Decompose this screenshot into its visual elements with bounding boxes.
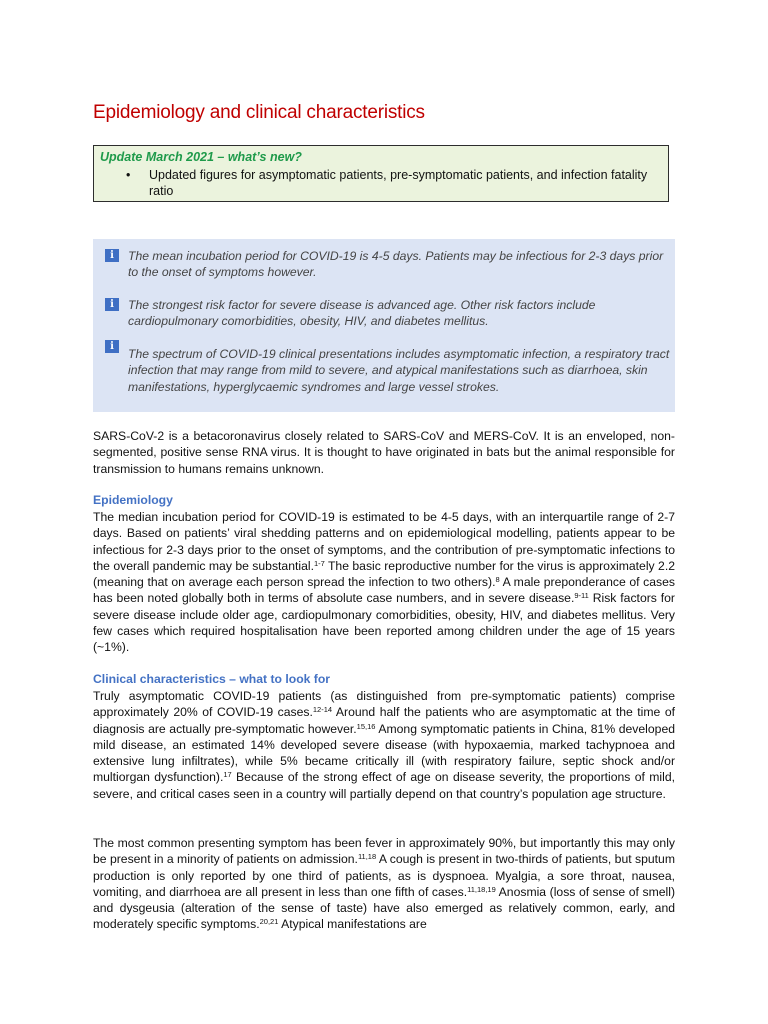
key-point xyxy=(110,297,673,330)
bullet-icon: • xyxy=(126,168,131,182)
key-point-text: The strongest risk factor for severe disease is advanced age. Other risk factors include cardiopulmonary comorbidities, obesity, HIV, and diabetes mellitus. xyxy=(128,298,596,329)
citation: 11,18,19 xyxy=(467,884,496,894)
citation: 20,21 xyxy=(259,917,279,927)
key-points-box xyxy=(93,239,675,412)
update-box xyxy=(93,145,669,202)
info-icon: i xyxy=(105,340,119,353)
section-heading-epidemiology: Epidemiology xyxy=(93,493,173,507)
update-item: Updated figures for asymptomatic patients, pre-symptomatic patients, and infection fatality ratio xyxy=(149,168,648,198)
page-title: Epidemiology and clinical characteristics xyxy=(93,102,425,123)
key-point-text: The spectrum of COVID-19 clinical presentations includes asymptomatic infection, a respiratory tract infection that may range from mild to severe, and atypical manifestations such as diarrhoea, skin manifestations, hyperglycaemic syndromes and large vessel strokes. xyxy=(128,347,670,394)
citation: 15,16 xyxy=(356,721,376,731)
update-title: Update March 2021 – what’s new? xyxy=(100,150,302,164)
epidemiology-paragraph: The median incubation period for COVID-19 is estimated to be 4-5 days, with an interquartile range of 2-7 days. Based on patients’ viral shedding patterns and on epidemiological modelling, patients appear to be infectious for 2-3 days prior to the onset of symptoms, and the contribution of pre-symptomatic infections to the overall pandemic may be substantial.$^{1-7}$ The basic reproductive number for the virus is approximately 2.2 (meaning that on average each person spread the infection to two others).$^8$ A male preponderance of cases has been noted globally both in terms of absolute case numbers, and in severe disease.$^{9-11}$ Risk factors for severe disease include older age, cardiopulmonary comorbidities, obesity, HIV, and diabetes mellitus. Very few cases which required hospitalisation have been reported among children under the age of 15 years (~1%). xyxy=(93,510,675,655)
info-icon: i xyxy=(105,249,119,262)
clinical-paragraph: Truly asymptomatic COVID-19 patients (as distinguished from pre-symptomatic patients) comprise approximately 20% of COVID-19 cases.$^{12-14}$ Around half the patients who are asymptomatic at the time of diagnosis are actually pre-symptomatic however.$^{15,16}$ Among symptomatic patients in China, 81% developed mild disease, an estimated 14% developed severe disease (with hypoxaemia, marked tachypnoea and extensive lung infiltrates), while 5% became critically ill (with respiratory failure, septic shock and/or multiorgan dysfunction).$^{17}$ Because of the strong effect of age on disease severity, the proportions of mild, severe, and critical cases seen in a country will partially depend on that country’s population age structure. xyxy=(93,689,676,801)
citation: 17 xyxy=(223,770,232,780)
citation: 1-7 xyxy=(313,558,325,568)
key-point-text: The mean incubation period for COVID-19 is 4-5 days. Patients may be infectious for 2-3 days prior to the onset of symptoms however. xyxy=(128,249,664,280)
section-heading-clinical: Clinical characteristics – what to look for xyxy=(93,672,331,686)
citation: 8 xyxy=(495,575,500,585)
key-point xyxy=(110,341,673,395)
key-point xyxy=(110,248,673,281)
citation: 9-11 xyxy=(574,591,589,601)
symptoms-paragraph: The most common presenting symptom has been fever in approximately 90%, but importantly this may only be present in a minority of patients on admission.$^{11,18}$ A cough is present in two-thirds of patients, but sputum production is only reported by one third of patients, as is dyspnoea. Myalgia, a sore throat, nausea, vomiting, and diarrhoea are all present in less than one fifth of cases.$^{11,18,19}$ Anosmia (loss of sense of smell) and dysgeusia (alteration of the sense of taste) have also emerged as relatively common, early, and moderately specific symptoms.$^{20,21}$ Atypical manifestations are xyxy=(93,836,675,932)
intro-paragraph: SARS-CoV-2 is a betacoronavirus closely related to SARS-CoV and MERS-CoV. It is an enveloped, non-segmented, positive sense RNA virus. It is thought to have originated in bats but the animal responsible for transmission to humans remains unknown. xyxy=(93,429,675,476)
info-icon: i xyxy=(105,298,119,311)
citation: 11,18 xyxy=(357,852,377,862)
citation: 12-14 xyxy=(312,705,333,715)
